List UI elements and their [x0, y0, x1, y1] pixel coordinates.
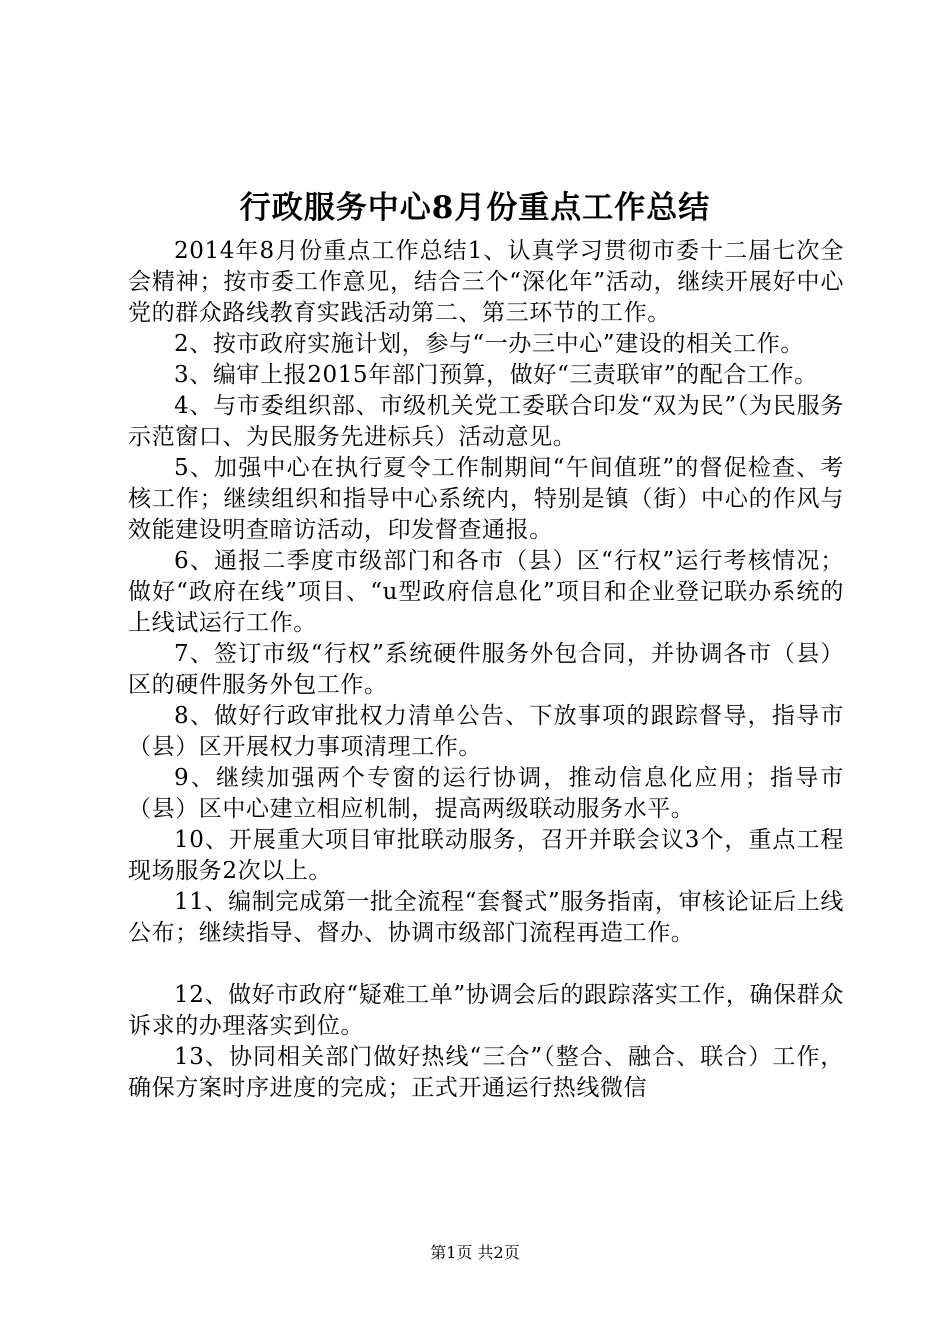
paragraph-5: 5、加强中心在执行夏令工作制期间“午间值班”的督促检查、考核工作；继续组织和指导中心系统内，特别是镇（街）中心的作风与效能建设明查暗访活动，印发督查通报。 [128, 455, 844, 543]
paragraph-6: 6、通报二季度市级部门和各市（县）区“行权”运行考核情况；做好“政府在线”项目、“u型政府信息化”项目和企业登记联办系统的上线试运行工作。 [128, 548, 844, 636]
paragraph-1: 2014年8月份重点工作总结1、认真学习贯彻市委十二届七次全会精神；按市委工作意见，结合三个“深化年”活动，继续开展好中心党的群众路线教育实践活动第二、第三环节的工作。 [128, 238, 844, 326]
paragraph-8: 8、做好行政审批权力清单公告、下放事项的跟踪督导，指导市（县）区开展权力事项清理工作。 [128, 703, 844, 760]
document-title: 行政服务中心8月份重点工作总结 [239, 190, 711, 226]
paragraph-9: 9、继续加强两个专窗的运行协调，推动信息化应用；指导市（县）区中心建立相应机制，提高两级联动服务水平。 [128, 765, 844, 822]
document-body [128, 236, 844, 1104]
paragraph-11: 11、编制完成第一批全流程“套餐式”服务指南，审核论证后上线公布；继续指导、督办、协调市级部门流程再造工作。 [128, 889, 844, 946]
paragraph-7: 7、签订市级“行权”系统硬件服务外包合同，并协调各市（县）区的硬件服务外包工作。 [128, 641, 844, 698]
paragraph-10: 10、开展重大项目审批联动服务，召开并联会议3个，重点工程现场服务2次以上。 [128, 827, 844, 884]
paragraph-12: 12、做好市政府“疑难工单”协调会后的跟踪落实工作，确保群众诉求的办理落实到位。 [128, 982, 844, 1039]
paragraph-2: 2、按市政府实施计划，参与“一办三中心”建设的相关工作。 [174, 331, 804, 357]
paragraph-3: 3、编审上报2015年部门预算，做好“三责联审”的配合工作。 [174, 362, 818, 388]
paragraph-13: 13、协同相关部门做好热线“三合”（整合、融合、联合）工作，确保方案时序进度的完成；正式开通运行热线微信 [128, 1044, 844, 1101]
page-number-footer: 第1页 共2页 [430, 1243, 520, 1262]
paragraph-4: 4、与市委组织部、市级机关党工委联合印发“双为民”（为民服务示范窗口、为民服务先进标兵）活动意见。 [128, 393, 844, 450]
